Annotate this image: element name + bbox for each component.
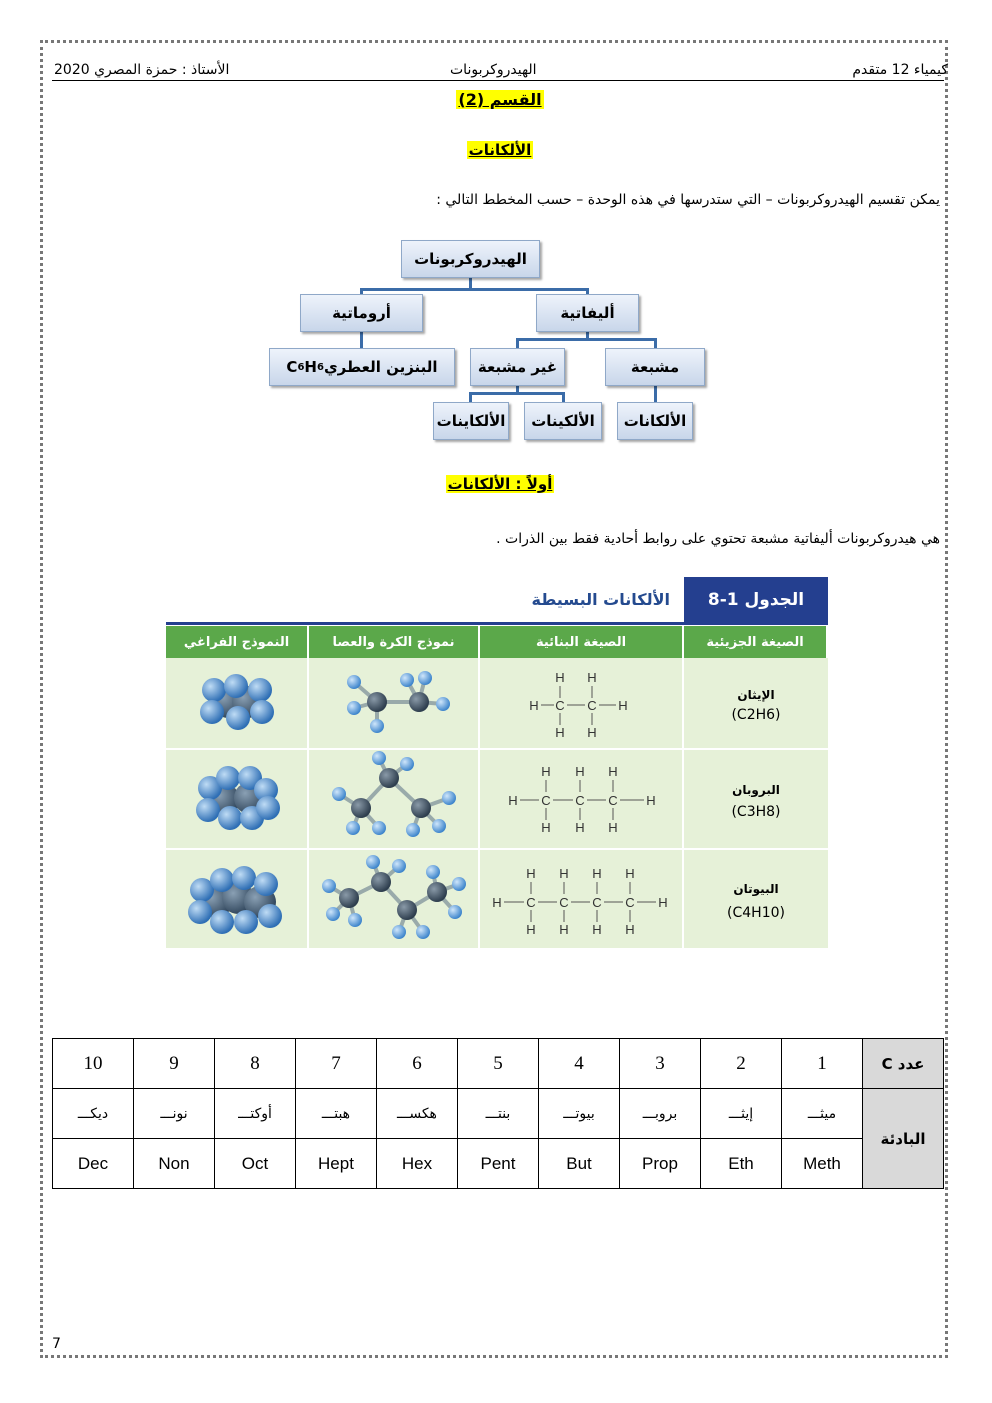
- cell-number: 3: [620, 1039, 701, 1089]
- cell-number: 6: [377, 1039, 458, 1089]
- svg-text:H: H: [608, 820, 618, 835]
- header-course: كيمياء 12 متقدم: [852, 62, 948, 78]
- svg-text:H: H: [559, 866, 569, 881]
- molecule-name: الإيثان: [737, 688, 775, 702]
- svg-text:H: H: [555, 725, 565, 740]
- cell-arabic-prefix: ميثـــ: [782, 1089, 863, 1139]
- cell-number: 1: [782, 1039, 863, 1089]
- cell-arabic-prefix: إيثـــ: [701, 1089, 782, 1139]
- arabic-prefix-row: [53, 1089, 944, 1139]
- header-ball-stick: نموذج الكرة والعصا: [309, 626, 480, 658]
- svg-text:H: H: [592, 922, 602, 937]
- table-number: الجدول 1-8: [684, 577, 828, 622]
- cell-number: 2: [701, 1039, 782, 1089]
- node-benzene: C 6 H 6 البنزين العطري: [269, 348, 455, 386]
- svg-text:H: H: [508, 793, 518, 808]
- svg-text:H: H: [592, 866, 602, 881]
- cell-number: 10: [53, 1039, 134, 1089]
- cell-english-prefix: Dec: [53, 1139, 134, 1189]
- cell-english-prefix: Pent: [458, 1139, 539, 1189]
- svg-text:H: H: [541, 764, 551, 779]
- svg-text:H: H: [618, 698, 628, 713]
- cell-arabic-prefix: بيوتـــ: [539, 1089, 620, 1139]
- cell-english-prefix: Prop: [620, 1139, 701, 1189]
- svg-text:H: H: [625, 866, 635, 881]
- node-alkynes: الألكاينات: [433, 402, 509, 440]
- svg-text:C: C: [608, 793, 618, 808]
- svg-text:H: H: [658, 895, 668, 910]
- cell-arabic-prefix: بنتـــ: [458, 1089, 539, 1139]
- cell-arabic-prefix: ديكـــ: [53, 1089, 134, 1139]
- header-rule: [52, 80, 944, 81]
- svg-text:C: C: [575, 793, 585, 808]
- node-saturated: مشبعة: [605, 348, 705, 386]
- molecule-formula: (C4H10): [727, 905, 785, 921]
- cell-english-prefix: Hex: [377, 1139, 458, 1189]
- cell-number: 8: [215, 1039, 296, 1089]
- header-molecular-formula: الصيغة الجزيئية: [684, 626, 828, 658]
- header-space-filling: النموذج الفراغي: [166, 626, 309, 658]
- svg-text:H: H: [587, 670, 597, 685]
- page-number: 7: [52, 1336, 61, 1352]
- section-title: القسم (2): [458, 90, 542, 109]
- svg-text:C: C: [541, 793, 551, 808]
- svg-text:C: C: [587, 698, 597, 713]
- definition-text: هي هيدروكربونات أليفاتية مشبعة تحتوي على روابط أحادية فقط بين الذرات .: [496, 531, 940, 547]
- svg-text:C: C: [559, 895, 569, 910]
- intro-text: يمكن تقسيم الهيدروكربونات – التي ستدرسها في هذه الوحدة – حسب المخطط التالي :: [436, 192, 940, 208]
- molecule-name: البيوتان: [733, 882, 779, 896]
- header-topic: الهيدروكربونات: [450, 62, 537, 78]
- numbers-row: [53, 1039, 944, 1089]
- cell-english-prefix: Non: [134, 1139, 215, 1189]
- prefix-table: [52, 1038, 944, 1189]
- molecule-formula: (C3H8): [731, 804, 781, 820]
- cell-number: 4: [539, 1039, 620, 1089]
- svg-text:H: H: [529, 698, 539, 713]
- cell-english-prefix: Oct: [215, 1139, 296, 1189]
- svg-text:H: H: [541, 820, 551, 835]
- cell-arabic-prefix: هبتـــ: [296, 1089, 377, 1139]
- svg-text:H: H: [555, 670, 565, 685]
- node-aliphatic: أليفاتية: [536, 294, 639, 332]
- cell-arabic-prefix: نونـــ: [134, 1089, 215, 1139]
- molecule-name: البروبان: [732, 783, 780, 797]
- butane-structure: [492, 866, 667, 937]
- structural-formulas: [480, 660, 682, 948]
- svg-text:H: H: [526, 866, 536, 881]
- cell-arabic-prefix: بروبـــ: [620, 1089, 701, 1139]
- svg-text:H: H: [559, 922, 569, 937]
- first-heading: أولاً : الألكانات: [447, 475, 553, 493]
- svg-text:C: C: [555, 698, 565, 713]
- node-alkanes: الألكانات: [617, 402, 693, 440]
- table-title: الألكانات البسيطة: [531, 590, 670, 609]
- svg-text:H: H: [608, 764, 618, 779]
- cell-english-prefix: Hept: [296, 1139, 377, 1189]
- subtitle: الألكانات: [468, 141, 532, 159]
- svg-text:H: H: [646, 793, 656, 808]
- cell-arabic-prefix: أوكتـــ: [215, 1089, 296, 1139]
- cell-number: 5: [458, 1039, 539, 1089]
- cell-number: 9: [134, 1039, 215, 1089]
- header-structural-formula: الصيغة البنائية: [480, 626, 684, 658]
- ethane-structure: [529, 670, 627, 740]
- header-teacher: الأستاذ : حمزة المصري 2020: [54, 62, 230, 78]
- node-alkenes: الألكينات: [524, 402, 602, 440]
- english-prefix-row: [53, 1139, 944, 1189]
- svg-text:H: H: [526, 922, 536, 937]
- ball-stick-models: [309, 660, 478, 948]
- space-filling-models: [166, 660, 307, 948]
- svg-text:C: C: [526, 895, 536, 910]
- molecule-formula: (C2H6): [731, 707, 781, 723]
- svg-text:H: H: [575, 764, 585, 779]
- svg-text:C: C: [592, 895, 602, 910]
- cell-english-prefix: Meth: [782, 1139, 863, 1189]
- count-label: عدد C: [863, 1039, 944, 1089]
- cell-number: 7: [296, 1039, 377, 1089]
- cell-english-prefix: But: [539, 1139, 620, 1189]
- svg-text:H: H: [575, 820, 585, 835]
- cell-arabic-prefix: هكســـ: [377, 1089, 458, 1139]
- svg-text:C: C: [625, 895, 635, 910]
- prefix-label: البادئة: [863, 1089, 944, 1189]
- node-hydrocarbons: الهيدروكربونات: [401, 240, 540, 278]
- svg-text:H: H: [492, 895, 502, 910]
- svg-text:H: H: [625, 922, 635, 937]
- propane-structure: [508, 764, 655, 835]
- node-aromatic: أروماتية: [300, 294, 423, 332]
- svg-text:H: H: [587, 725, 597, 740]
- node-unsaturated: غير مشبعة: [470, 348, 565, 386]
- cell-english-prefix: Eth: [701, 1139, 782, 1189]
